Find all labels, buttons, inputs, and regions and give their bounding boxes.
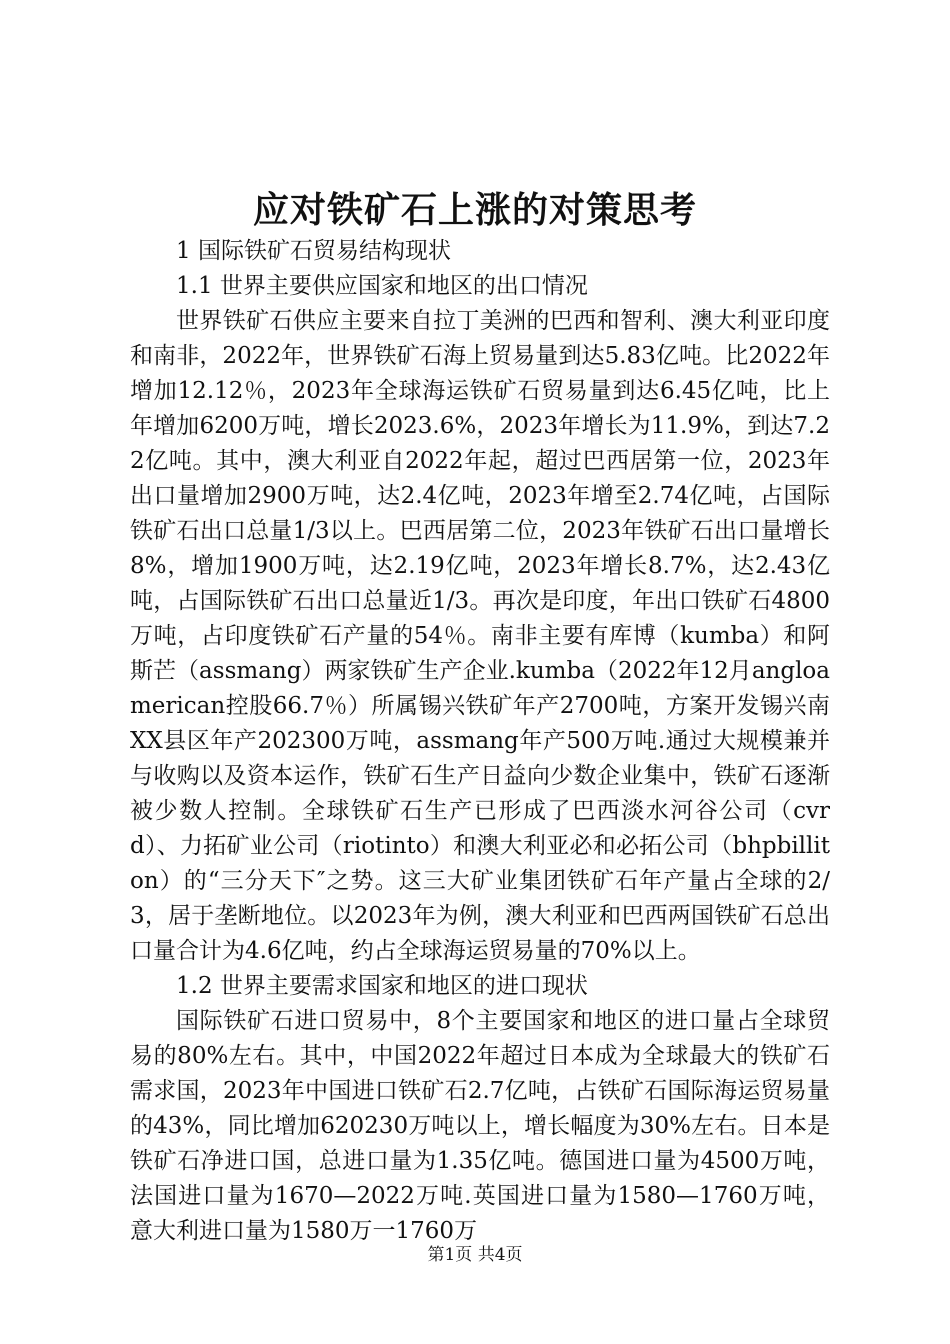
paragraph-import-situation: 国际铁矿石进口贸易中，8个主要国家和地区的进口量占全球贸易的80%左右。其中，中国2022年超过日本成为全球最大的铁矿石需求国，2023年中国进口铁矿石2.7亿吨，占铁矿石国际海运贸易量的43%，同比增加620230万吨以上，增长幅度为30%左右。日本是铁矿石净进口国，总进口量为1.35亿吨。德国进口量为4500万吨，法国进口量为1670—2022万吨.英国进口量为1580—1760万吨，意大利进口量为1580万一1760万 [130,1008,830,1244]
section-heading-1-2: 1.2 世界主要需求国家和地区的进口现状 [176,973,588,999]
document-body [130,234,830,1249]
section-heading-1: 1 国际铁矿石贸易结构现状 [176,238,451,264]
page-footer: 第1页 共4页 [427,1245,523,1265]
document-title: 应对铁矿石上涨的对策思考 [252,189,697,231]
paragraph-export-situation: 世界铁矿石供应主要来自拉丁美洲的巴西和智利、澳大利亚印度和南非，2022年，世界铁矿石海上贸易量到达5.83亿吨。比2022年增加12.12％，2023年全球海运铁矿石贸易量到达6.45亿吨，比上年增加6200万吨，增长2023.6%，2023年增长为11.9%，到达7.22亿吨。其中，澳大利亚自2022年起，超过巴西居第一位，2023年出口量增加2900万吨，达2.4亿吨，2023年增至2.74亿吨，占国际铁矿石出口总量1/3以上。巴西居第二位，2023年铁矿石出口量增长8%，增加1900万吨，达2.19亿吨，2023年增长8.7%，达2.43亿吨，占国际铁矿石出口总量近1/3。再次是印度，年出口铁矿石4800万吨，占印度铁矿石产量的54％。南非主要有库博（kumba）和阿斯芒（assmang）两家铁矿生产企业.kumba（2022年12月angloamerican控股66.7％）所属锡兴铁矿年产2700吨，方案开发锡兴南XX县区年产202300万吨，assmang年产500万吨.通过大规模兼并与收购以及资本运作，铁矿石生产日益向少数企业集中，铁矿石逐渐被少数人控制。全球铁矿石生产已形成了巴西淡水河谷公司（cvrd）、力拓矿业公司（riotinto）和澳大利亚必和必拓公司（bhpbilliton）的“三分天下″之势。这三大矿业集团铁矿石年产量占全球的2/3，居于垄断地位。以2023年为例，澳大利亚和巴西两国铁矿石总出口量合计为4.6亿吨，约占全球海运贸易量的70%以上。 [130,308,830,964]
section-heading-1-1: 1.1 世界主要供应国家和地区的出口情况 [176,273,588,299]
